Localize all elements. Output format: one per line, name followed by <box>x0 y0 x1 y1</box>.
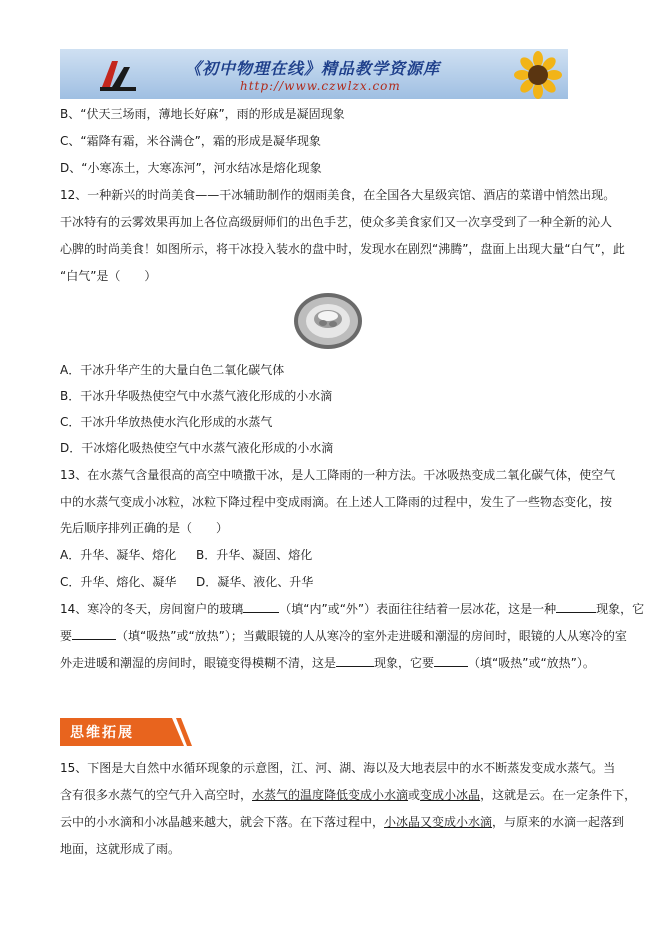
q12-stem-line1: 12、一种新兴的时尚美食——干冰辅助制作的烟雨美食，在全国各大星级宾馆、酒店的菜谱中悄然出现。 <box>60 188 616 202</box>
q14-text: （填“吸热”或“放热”）。 <box>468 656 595 670</box>
q14-text: 外走进暖和潮湿的房间时，眼镜变得模糊不清，这是 <box>60 656 337 670</box>
q15-underlined-text: 水蒸气的温度降低变成小水滴 <box>252 788 409 802</box>
dry-ice-dish-image <box>293 292 363 350</box>
q14-text: 现象，它 <box>596 602 645 616</box>
q15-underlined-text: 小冰晶又变成小水滴 <box>384 815 493 829</box>
q15-line4: 地面，这就形成了雨。 <box>60 842 181 856</box>
q13-stem-line1: 13、在水蒸气含量很高的高空中喷撒干冰，是人工降雨的一种方法。干冰吸热变成二氧化碳气体，使空气 <box>60 468 616 482</box>
q12-option-b: B．干冰升华吸热使空气中水蒸气液化形成的小水滴 <box>60 389 333 403</box>
answer-blank[interactable] <box>556 600 596 613</box>
q11-option-c: C、“霜降有霜，米谷满仓”，霜的形成是凝华现象 <box>60 134 321 148</box>
banner-url: http://www.czwlzx.com <box>240 79 401 93</box>
q15-line2 <box>60 787 636 803</box>
q13-stem-line2: 中的水蒸气变成小冰粒，冰粒下降过程中变成雨滴。在上述人工降雨的过程中，发生了一些物态变化，按 <box>60 495 613 509</box>
q12-stem-line3: 心脾的时尚美食！如图所示，将干冰投入装水的盘中时，发现水在剧烈“沸腾”，盘面上出现大量“白气”，此 <box>60 242 625 256</box>
q15-text: ，这就是云。在一定条件下， <box>480 788 637 802</box>
q13-option-b: B．升华、凝固、熔化 <box>196 548 313 562</box>
q12-option-a: A．干冰升华产生的大量白色二氧化碳气体 <box>60 363 285 377</box>
answer-blank[interactable] <box>243 600 279 613</box>
q14-text: （填“吸热”或“放热”）；当戴眼镜的人从寒冷的室外走进暖和潮湿的房间时，眼镜的人从寒冷的室 <box>116 629 627 643</box>
q15-text: 云中的小水滴和小冰晶越来越大，就会下落。在下落过程中， <box>60 815 385 829</box>
answer-blank[interactable] <box>72 627 116 640</box>
q12-stem-line4: “白气”是（ ） <box>60 269 157 283</box>
q15-text: ，与原来的水滴一起落到 <box>492 815 625 829</box>
q14-text: （填“内”或“外”）表面往往结着一层冰花，这是一种 <box>279 602 557 616</box>
q14-line3 <box>60 654 595 671</box>
q15-underlined-text: 变成小冰晶 <box>420 788 481 802</box>
q15-line1: 15、下图是大自然中水循环现象的示意图，江、河、湖、海以及大地表层中的水不断蒸发变成水蒸气。当 <box>60 761 616 775</box>
q13-option-c: C．升华、熔化、凝华 <box>60 575 177 589</box>
q13-option-d: D．凝华、液化、升华 <box>196 575 314 589</box>
site-logo-icon <box>98 57 138 93</box>
q12-stem-line2: 干冰特有的云雾效果再加上各位高级厨师们的出色手艺，使众多美食家们又一次享受到了一种全新的沁人 <box>60 215 613 229</box>
q12-option-c: C．干冰升华放热使水汽化形成的水蒸气 <box>60 415 273 429</box>
q14-line2 <box>60 627 627 644</box>
q14-text: 14、寒冷的冬天，房间窗户的玻璃 <box>60 602 244 616</box>
banner-title: 《初中物理在线》精品教学资源库 <box>185 59 441 78</box>
q14-line1 <box>60 600 644 617</box>
q11-option-d: D、“小寒冻土，大寒冻河”，河水结冰是熔化现象 <box>60 161 322 175</box>
q13-stem-line3: 先后顺序排列正确的是（ ） <box>60 521 229 535</box>
section-title: 思维拓展 <box>70 725 134 741</box>
header-banner <box>60 49 568 99</box>
q15-text: 或 <box>408 788 421 802</box>
q13-option-a: A．升华、凝华、熔化 <box>60 548 177 562</box>
answer-blank[interactable] <box>434 654 468 667</box>
q14-text: 现象，它要 <box>374 656 435 670</box>
q12-option-d: D．干冰熔化吸热使空气中水蒸气液化形成的小水滴 <box>60 441 334 455</box>
answer-blank[interactable] <box>336 654 374 667</box>
q11-option-b: B、“伏天三场雨，薄地长好麻”，雨的形成是凝固现象 <box>60 107 345 121</box>
sunflower-icon <box>514 51 562 99</box>
q15-text: 含有很多水蒸气的空气升入高空时， <box>60 788 253 802</box>
q15-line3 <box>60 814 624 830</box>
q14-text: 要 <box>60 629 73 643</box>
